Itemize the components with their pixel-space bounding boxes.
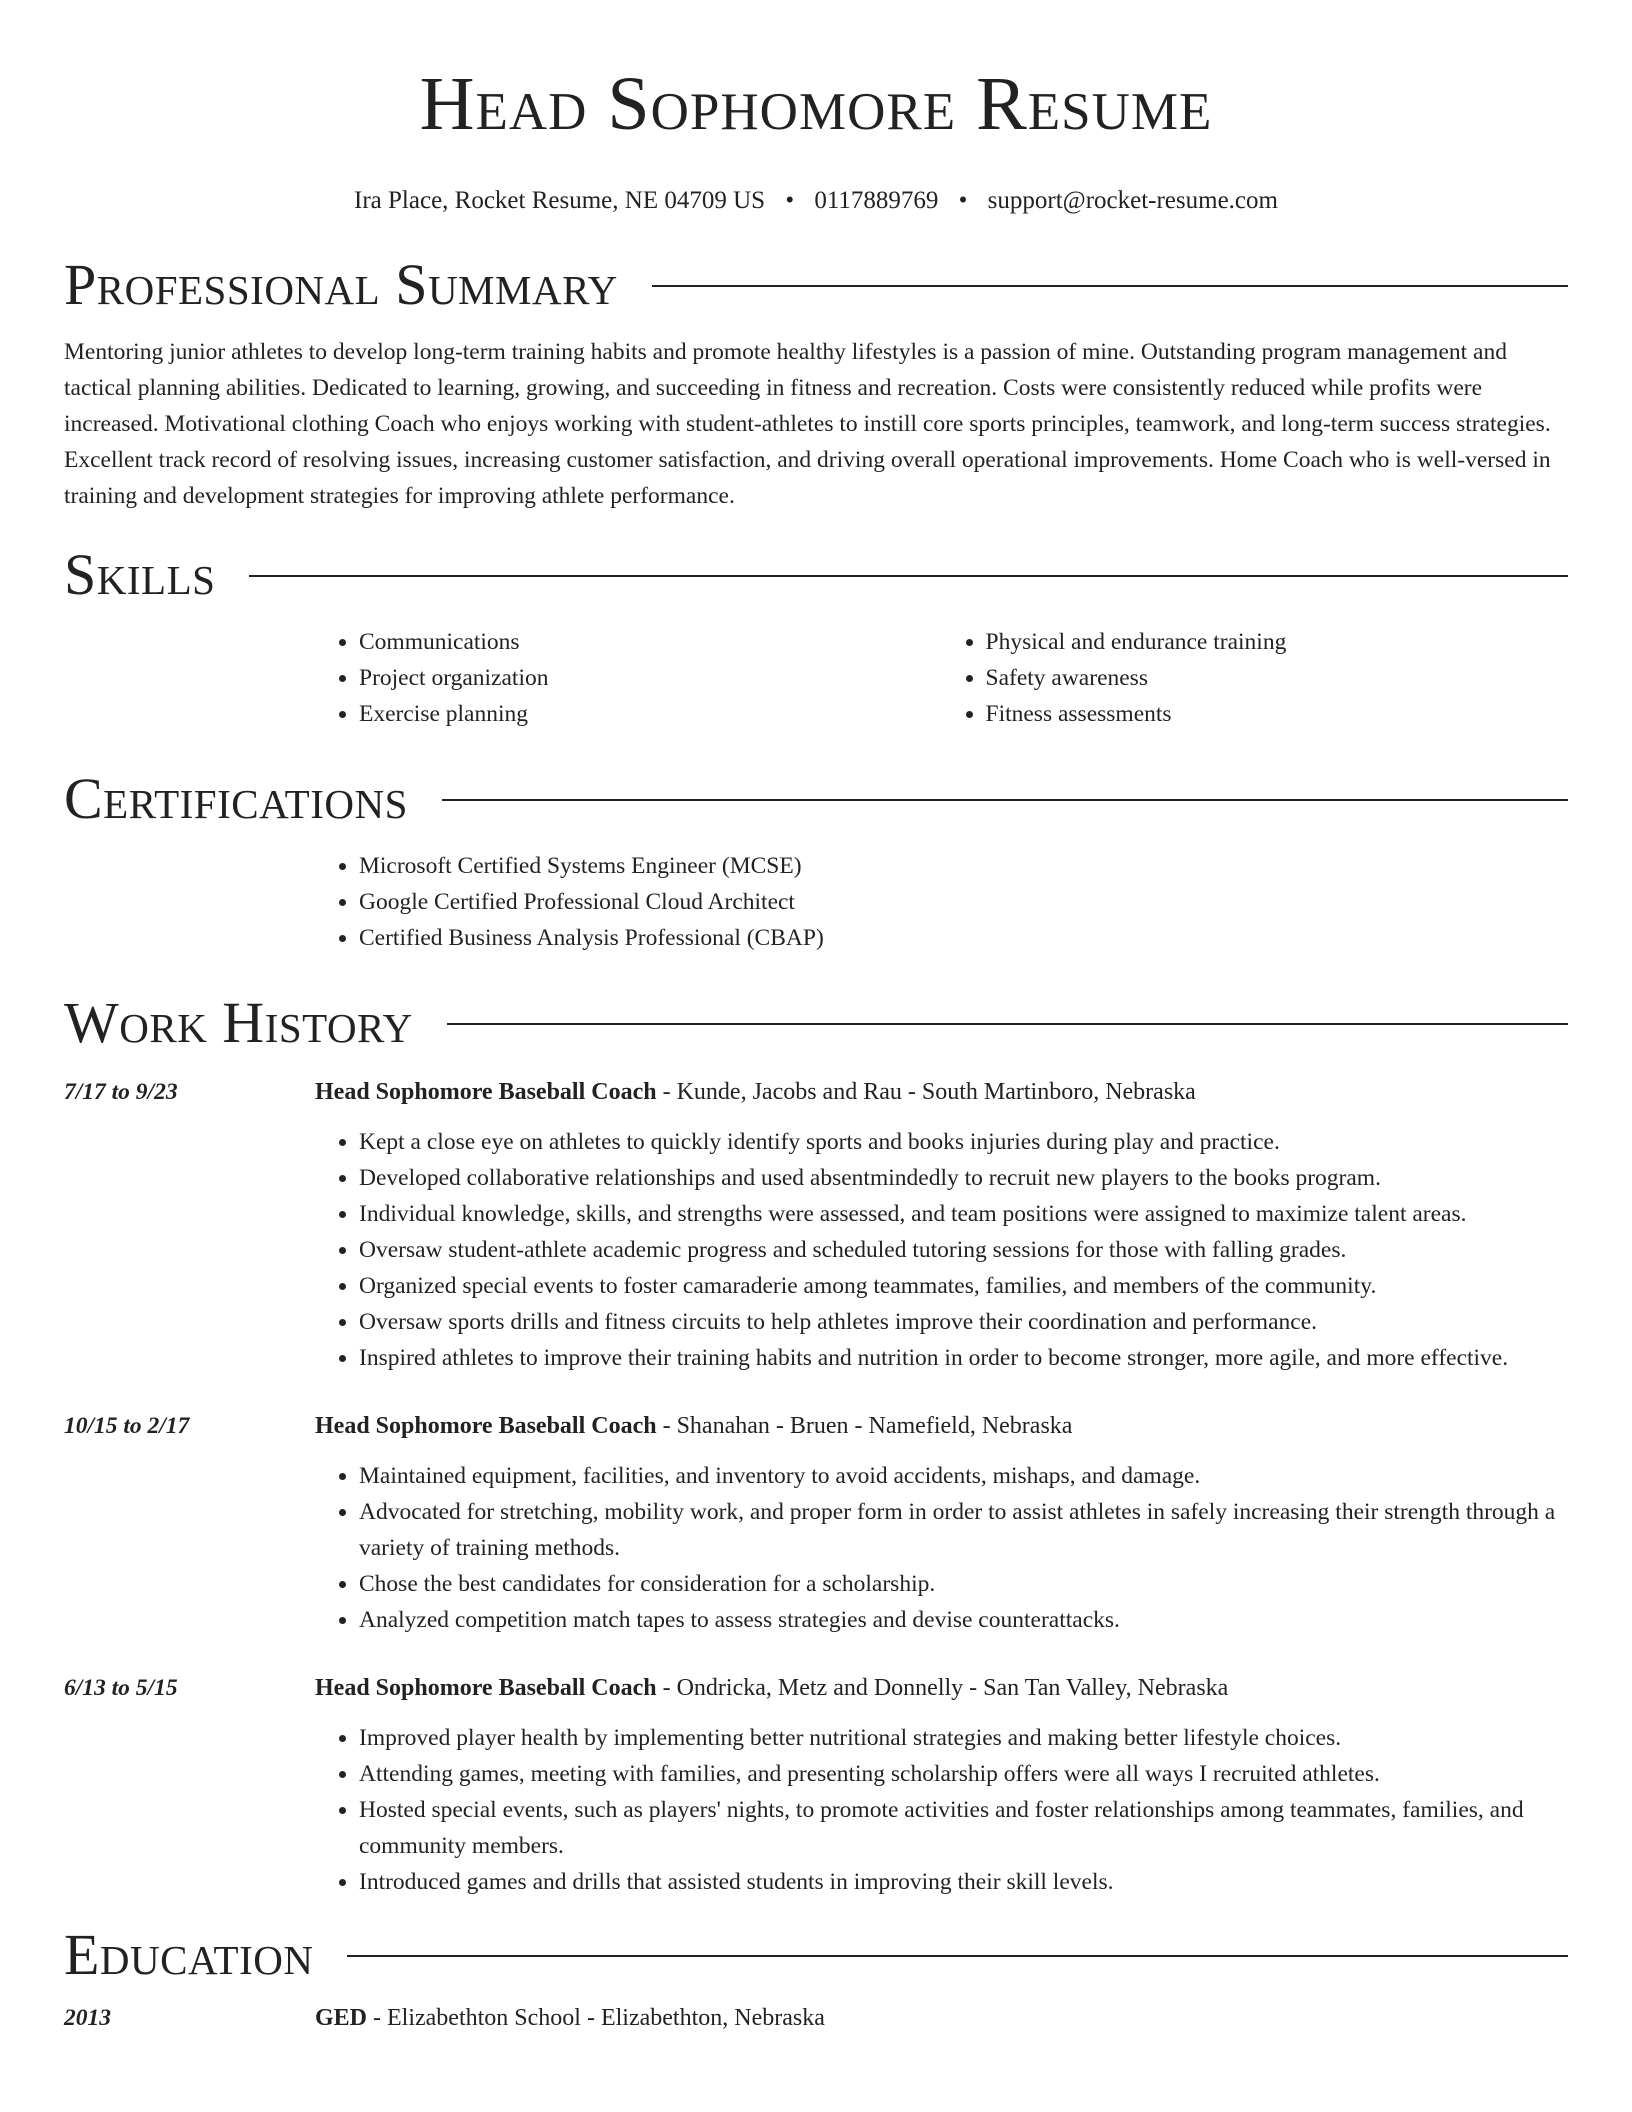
skills-list: [315, 624, 1568, 732]
skills-column-left: [315, 624, 942, 732]
job-title-line: [315, 1670, 1568, 1706]
section-divider: [347, 1955, 1568, 1957]
job-bullet: • Inspired athletes to improve their training habits and nutrition in order to become stronger, more agile, and more effective.: [359, 1340, 1568, 1376]
certification-item: • Certified Business Analysis Professional (CBAP): [359, 920, 1568, 956]
education-line: [315, 2000, 1568, 2036]
skill-item: • Project organization: [359, 660, 942, 696]
job-bullets: [315, 1124, 1568, 1376]
contact-separator: •: [785, 187, 795, 214]
contact-address: Ira Place, Rocket Resume, NE 04709 US: [354, 187, 766, 214]
contact-separator: •: [958, 187, 968, 214]
contact-line: [64, 186, 1568, 216]
job-bullet: • Analyzed competition match tapes to assess strategies and devise counterattacks.: [359, 1602, 1568, 1638]
job-title: Head Sophomore Baseball Coach: [315, 1413, 657, 1439]
skill-item: • Fitness assessments: [986, 696, 1569, 732]
section-divider: [442, 799, 1568, 801]
job-bullet: • Advocated for stretching, mobility work, and proper form in order to assist athletes in safely increasing their strength through a variety of training methods.: [359, 1494, 1568, 1566]
skill-item: • Physical and endurance training: [986, 624, 1569, 660]
job-bullet: • Chose the best candidates for consideration for a scholarship.: [359, 1566, 1568, 1602]
job-entry: [64, 1408, 1568, 1638]
skills-heading: Skills: [64, 542, 216, 607]
education-section-header: [64, 1920, 1568, 1990]
work-section-header: [64, 988, 1568, 1058]
job-employer: - Kunde, Jacobs and Rau - South Martinboro, Nebraska: [656, 1079, 1196, 1105]
job-bullets: [315, 1458, 1568, 1638]
job-bullet: • Organized special events to foster camaraderie among teammates, families, and members of the community.: [359, 1268, 1568, 1304]
certification-item: • Microsoft Certified Systems Engineer (MCSE): [359, 848, 1568, 884]
certifications-list: [315, 848, 1568, 956]
job-bullets: [315, 1720, 1568, 1900]
certifications-section-header: [64, 764, 1568, 834]
resume-page: [64, 0, 1568, 2050]
job-bullet: • Developed collaborative relationships and used absentmindedly to recruit new players to the books program.: [359, 1160, 1568, 1196]
skill-item: • Safety awareness: [986, 660, 1569, 696]
job-bullet: • Introduced games and drills that assisted students in improving their skill levels.: [359, 1864, 1568, 1900]
certifications-heading: Certifications: [64, 766, 408, 831]
summary-text: Mentoring junior athletes to develop long-term training habits and promote healthy lifestyles is a passion of mine. Outstanding program management and tactical planning abilities. Dedicated to learning, growing, and succeeding in fitness and recreation. Costs were consistently reduced while profits were increased. Motivational clothing Coach who enjoys working with student-athletes to instill core sports principles, teamwork, and long-term success strategies. Excellent track record of resolving issues, increasing customer satisfaction, and driving overall operational improvements. Home Coach who is well-versed in training and development strategies for improving athlete performance.: [64, 339, 1551, 509]
education-school: - Elizabethton School - Elizabethton, Nebraska: [367, 2005, 825, 2031]
education-dates: 2013: [64, 2005, 111, 2031]
job-employer: - Shanahan - Bruen - Namefield, Nebraska: [656, 1413, 1073, 1439]
skill-item: • Communications: [359, 624, 942, 660]
section-divider: [447, 1023, 1568, 1025]
education-entry: [64, 2000, 1568, 2050]
job-employer: - Ondricka, Metz and Donnelly - San Tan Valley, Nebraska: [656, 1675, 1229, 1701]
skill-item: • Exercise planning: [359, 696, 942, 732]
contact-phone: 0117889769: [814, 187, 939, 214]
job-bullet: • Maintained equipment, facilities, and inventory to avoid accidents, mishaps, and damage.: [359, 1458, 1568, 1494]
education-degree: GED: [315, 2005, 368, 2031]
job-dates: 6/13 to 5/15: [64, 1675, 178, 1701]
work-heading: Work History: [64, 990, 413, 1055]
job-bullet: • Oversaw sports drills and fitness circuits to help athletes improve their coordination and performance.: [359, 1304, 1568, 1340]
job-dates: 10/15 to 2/17: [64, 1413, 190, 1439]
summary-heading: Professional Summary: [64, 252, 618, 317]
job-bullet: • Improved player health by implementing better nutritional strategies and making better lifestyle choices.: [359, 1720, 1568, 1756]
contact-email: support@rocket-resume.com: [987, 187, 1278, 214]
job-bullet: • Hosted special events, such as players' nights, to promote activities and foster relationships among teammates, families, and community members.: [359, 1792, 1568, 1864]
job-bullet: • Oversaw student-athlete academic progress and scheduled tutoring sessions for those with falling grades.: [359, 1232, 1568, 1268]
job-title-line: [315, 1074, 1568, 1110]
job-bullet: • Attending games, meeting with families, and presenting scholarship offers were all ways I recruited athletes.: [359, 1756, 1568, 1792]
skills-section-header: [64, 540, 1568, 610]
certification-item: • Google Certified Professional Cloud Architect: [359, 884, 1568, 920]
job-title: Head Sophomore Baseball Coach: [315, 1675, 657, 1701]
section-divider: [249, 575, 1568, 577]
job-bullet: • Kept a close eye on athletes to quickly identify sports and books injuries during play and practice.: [359, 1124, 1568, 1160]
job-dates: 7/17 to 9/23: [64, 1079, 178, 1105]
resume-title: Head Sophomore Resume: [419, 62, 1213, 146]
job-title-line: [315, 1408, 1568, 1444]
skills-column-right: [942, 624, 1569, 732]
job-entry: [64, 1670, 1568, 1900]
education-heading: Education: [64, 1922, 314, 1987]
job-title: Head Sophomore Baseball Coach: [315, 1079, 657, 1105]
job-bullet: • Individual knowledge, skills, and strengths were assessed, and team positions were assigned to maximize talent areas.: [359, 1196, 1568, 1232]
summary-section-header: [64, 250, 1568, 320]
section-divider: [652, 285, 1568, 287]
job-entry: [64, 1074, 1568, 1376]
